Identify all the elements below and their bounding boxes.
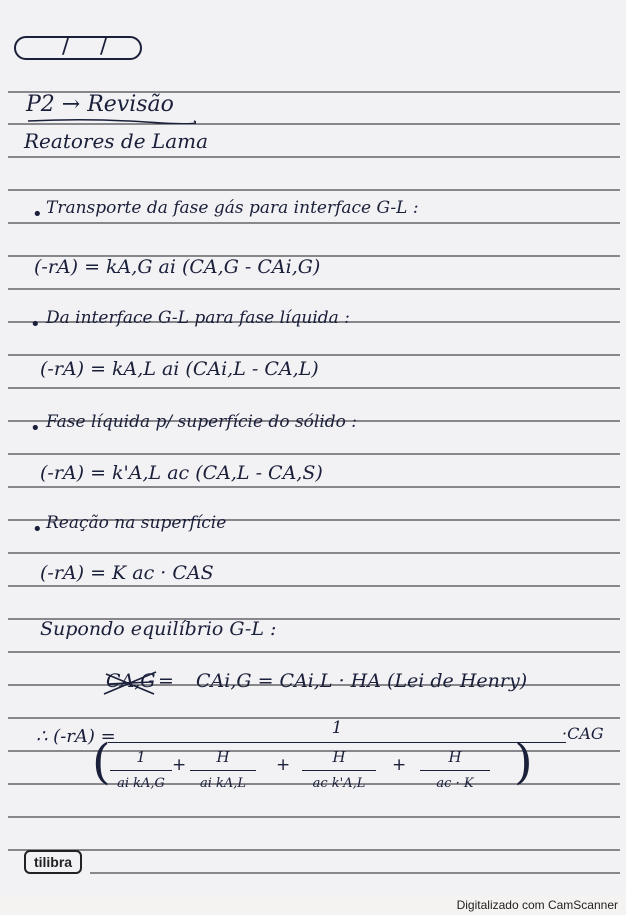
term1-fraction: [110, 748, 172, 796]
step4-equation: (-rA) = K ac · CAS: [40, 562, 214, 584]
plus-sign: +: [172, 755, 187, 775]
equals-sign: =: [158, 670, 174, 692]
final-factor: ·CAG: [562, 724, 604, 743]
equilibrium-label: Supondo equilíbrio G-L :: [40, 618, 277, 640]
page-title: P2 → Revisão: [26, 92, 174, 117]
step4-label: Reação na superfície: [46, 513, 227, 533]
term2-fraction: [190, 748, 256, 796]
step1-label: Transporte da fase gás para interface G-L :: [46, 198, 419, 218]
date-box: [14, 36, 142, 60]
term3-fraction: [302, 748, 376, 796]
title-underline: [26, 118, 196, 124]
term4-bar: [420, 770, 490, 771]
scanner-watermark: Digitalizado com CamScanner: [456, 898, 618, 912]
term2-denominator: ai kA,L: [199, 776, 247, 791]
step2-equation: (-rA) = kA,L ai (CAi,L - CA,L): [40, 358, 319, 380]
notebook-brand-logo: tilibra: [24, 850, 82, 874]
bullet: •: [32, 519, 43, 540]
bullet: •: [32, 204, 43, 225]
main-fraction-bar: [108, 742, 566, 743]
bullet: •: [30, 418, 41, 439]
plus-sign: +: [392, 755, 407, 775]
term4-fraction: [420, 748, 490, 796]
term3-numerator: H: [332, 748, 346, 766]
main-numerator: 1: [331, 718, 343, 738]
scribble-strike: [102, 668, 160, 698]
date-slash: /: [100, 34, 108, 59]
term4-denominator: ac · K: [436, 776, 474, 791]
henry-equation: CAi,G = CAi,L · HA (Lei de Henry): [196, 670, 528, 692]
term1-denominator: ai kA,G: [117, 776, 165, 791]
main-fraction-top: [108, 718, 566, 748]
term3-bar: [302, 770, 376, 771]
term4-numerator: H: [448, 748, 462, 766]
step3-label: Fase líquida p/ superfície do sólido :: [46, 412, 358, 432]
crossed-out-term: CA,G: [106, 670, 156, 692]
step2-label: Da interface G-L para fase líquida :: [46, 308, 350, 328]
term1-numerator: 1: [136, 748, 146, 766]
term3-denominator: ac k'A,L: [312, 776, 366, 791]
topic-heading: Reatores de Lama: [24, 129, 209, 153]
term2-numerator: H: [216, 748, 230, 766]
date-slash: /: [62, 34, 70, 59]
plus-sign: +: [276, 755, 291, 775]
step3-equation: (-rA) = k'A,L ac (CA,L - CA,S): [40, 462, 323, 484]
final-lhs: ∴ (-rA) =: [36, 726, 116, 747]
bullet: •: [30, 314, 41, 335]
term1-bar: [110, 770, 172, 771]
left-paren: (: [92, 734, 111, 790]
right-paren: ): [514, 734, 533, 790]
term2-bar: [190, 770, 256, 771]
step1-equation: (-rA) = kA,G ai (CA,G - CAi,G): [34, 256, 321, 278]
